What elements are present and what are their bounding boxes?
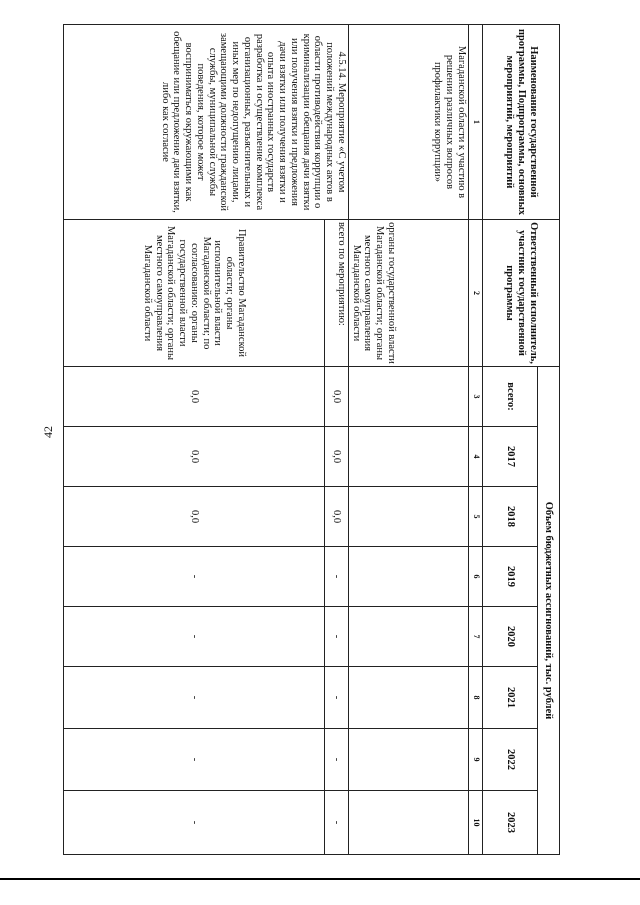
row2-sub1-total: 0,0 xyxy=(325,367,349,427)
row1-name: Магаданской области к участию в решении различных вопросов профилактики коррупции» xyxy=(349,25,469,220)
row2-sub1-2018: 0,0 xyxy=(325,487,349,547)
row2-sub2-total: 0,0 xyxy=(64,367,325,427)
num-cell-1: 1 xyxy=(469,25,483,220)
row2-sub2-2019: - xyxy=(64,547,325,607)
numbering-row xyxy=(469,25,483,855)
row2-sub2-2017: 0,0 xyxy=(64,427,325,487)
num-cell-9: 9 xyxy=(469,729,483,791)
row2-sub2-2021: - xyxy=(64,667,325,729)
row2-executor-details: Правительство Магаданской области; органы исполнительной власти Магаданской области; по согласованию: органы государственной власти Магаданской области; органы местного самоуправления Магаданской области xyxy=(64,220,325,367)
table-row xyxy=(325,25,349,855)
header-year-2021: 2021 xyxy=(483,667,538,729)
row1-total xyxy=(349,367,469,427)
header-name: Наименование государственной программы, Подпрограммы, основных мероприятий, мероприятий xyxy=(483,25,560,220)
num-cell-4: 4 xyxy=(469,427,483,487)
row1-executor: органы государственной власти Магаданской области; органы местного самоуправления Магаданской области xyxy=(349,220,469,367)
row1-2018 xyxy=(349,487,469,547)
row2-sub1-2020: - xyxy=(325,607,349,667)
num-cell-3: 3 xyxy=(469,367,483,427)
rotated-table-container xyxy=(63,24,560,854)
row2-sub1-2023: - xyxy=(325,791,349,855)
bottom-divider xyxy=(0,878,640,880)
row2-sub2-2018: 0,0 xyxy=(64,487,325,547)
header-year-2020: 2020 xyxy=(483,607,538,667)
row1-2022 xyxy=(349,729,469,791)
row1-2020 xyxy=(349,607,469,667)
table-row xyxy=(349,25,469,855)
budget-table xyxy=(63,24,560,855)
header-year-2022: 2022 xyxy=(483,729,538,791)
row2-sub2-2023: - xyxy=(64,791,325,855)
row1-2019 xyxy=(349,547,469,607)
row2-sub1-2019: - xyxy=(325,547,349,607)
header-year-2018: 2018 xyxy=(483,487,538,547)
header-year-2019: 2019 xyxy=(483,547,538,607)
header-executor: Ответственный исполнитель, участник государственной программы xyxy=(483,220,560,367)
row1-2023 xyxy=(349,791,469,855)
row2-sub1-2021: - xyxy=(325,667,349,729)
num-cell-10: 10 xyxy=(469,791,483,855)
header-total: всего: xyxy=(483,367,538,427)
row1-2021 xyxy=(349,667,469,729)
row1-2017 xyxy=(349,427,469,487)
header-year-2023: 2023 xyxy=(483,791,538,855)
row2-name: 4.5.14. Мероприятие «С учетом положений международных актов в области противодействия коррупции о криминализации обещания дачи взятки или получения взятки и предложения дачи взятки или получения взятки и опыта иностранных государств разработка и осуществление комплекса организационных, разъяснительных и иных мер по недопущению лицами, замещающими должности гражданской службы, муниципальной службы поведения, которое может восприниматься окружающими как обещание или предложение дачи взятки, либо как согласие xyxy=(64,25,349,220)
row2-sub2-2022: - xyxy=(64,729,325,791)
num-cell-6: 6 xyxy=(469,547,483,607)
row2-sub2-2020: - xyxy=(64,607,325,667)
page-number: 42 xyxy=(41,426,55,438)
num-cell-8: 8 xyxy=(469,667,483,729)
row2-executor-total: всего по мероприятию: xyxy=(325,220,349,367)
num-cell-2: 2 xyxy=(469,220,483,367)
num-cell-5: 5 xyxy=(469,487,483,547)
row2-sub1-2022: - xyxy=(325,729,349,791)
header-budget-group: Объем бюджетных ассигнований, тыс. рублей xyxy=(538,367,560,855)
header-year-2017: 2017 xyxy=(483,427,538,487)
num-cell-7: 7 xyxy=(469,607,483,667)
row2-sub1-2017: 0,0 xyxy=(325,427,349,487)
